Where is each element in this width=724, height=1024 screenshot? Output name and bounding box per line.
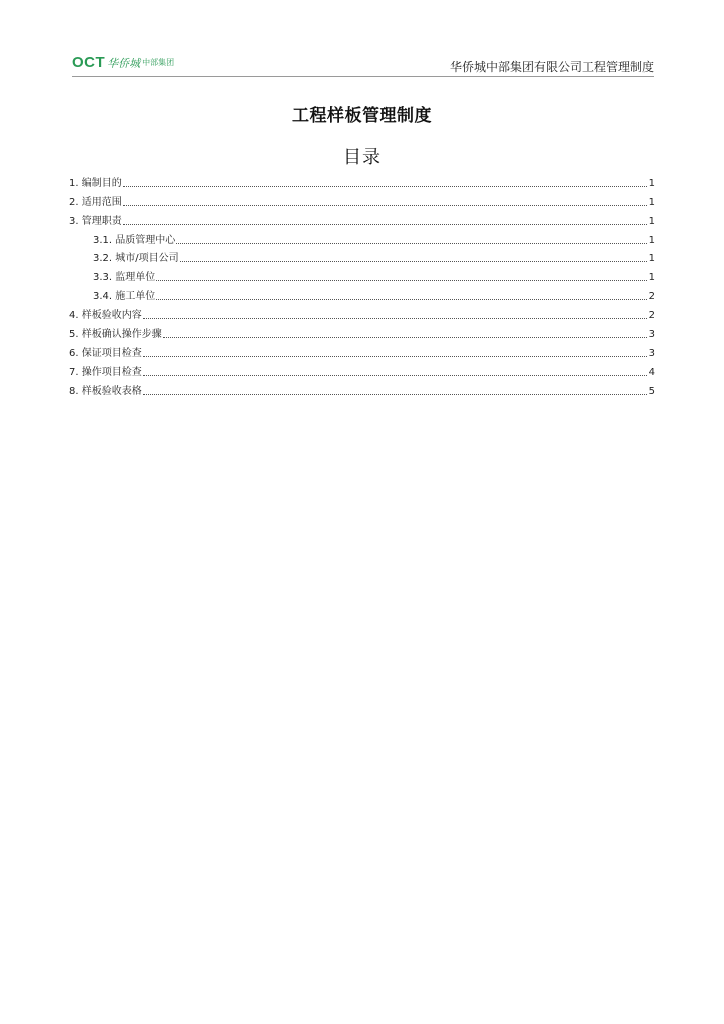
- toc-entry[interactable]: [69, 340, 655, 359]
- toc-entry[interactable]: [69, 227, 655, 246]
- toc-entry[interactable]: [69, 246, 655, 265]
- toc-entry-label: 3.3. 监理单位: [93, 272, 156, 284]
- toc-leader-dots: [143, 308, 647, 319]
- toc-entry[interactable]: [69, 359, 655, 378]
- logo-brand-text: 华侨城: [107, 56, 141, 70]
- toc-entry[interactable]: [69, 283, 655, 302]
- toc-entry-label: 8. 样板验收表格: [69, 385, 142, 397]
- toc-entry[interactable]: [69, 170, 655, 189]
- toc-heading: 目录: [343, 147, 381, 168]
- toc-entry-label: 1. 编制目的: [69, 177, 122, 189]
- toc-entry-label: 5. 样板确认操作步骤: [69, 329, 162, 341]
- toc-entry-page: 3: [648, 347, 655, 359]
- company-logo: [72, 54, 174, 71]
- toc-entry-page: 1: [648, 215, 655, 227]
- document-title: 工程样板管理制度: [292, 106, 432, 126]
- toc-entry-page: 1: [648, 196, 655, 208]
- header-title: 华侨城中部集团有限公司工程管理制度: [449, 60, 654, 74]
- toc-entry-label: 3.1. 品质管理中心: [93, 234, 176, 246]
- toc-leader-dots: [176, 233, 646, 244]
- toc-entry[interactable]: [69, 189, 655, 208]
- toc-leader-dots: [143, 384, 647, 395]
- toc-leader-dots: [180, 251, 647, 262]
- toc-entry[interactable]: [69, 302, 655, 321]
- toc-leader-dots: [156, 270, 646, 281]
- toc-entry-page: 1: [648, 234, 655, 246]
- toc-entry-page: 2: [648, 310, 655, 322]
- toc-entry[interactable]: [69, 264, 655, 283]
- toc-entry-label: 3.2. 城市/项目公司: [93, 253, 179, 265]
- toc-entry[interactable]: [69, 208, 655, 227]
- toc-entry-page: 3: [648, 329, 655, 341]
- page-header: [72, 52, 654, 77]
- toc-entry-page: 2: [648, 291, 655, 303]
- toc-leader-dots: [143, 365, 647, 376]
- toc-entry[interactable]: [69, 321, 655, 340]
- toc-leader-dots: [123, 176, 647, 187]
- toc-leader-dots: [123, 195, 647, 206]
- logo-oct-text: OCT: [72, 54, 106, 71]
- toc-entry-label: 4. 样板验收内容: [69, 310, 142, 322]
- toc-entry-page: 1: [648, 272, 655, 284]
- toc-entry-page: 4: [648, 366, 655, 378]
- toc-entry-page: 1: [648, 177, 655, 189]
- toc-entry-label: 6. 保证项目检查: [69, 347, 142, 359]
- logo-sub-text: 中部集团: [142, 58, 175, 67]
- toc-entry-label: 7. 操作项目检查: [69, 366, 142, 378]
- table-of-contents: [69, 170, 655, 397]
- toc-leader-dots: [163, 327, 647, 338]
- toc-entry-page: 1: [648, 253, 655, 265]
- toc-leader-dots: [123, 214, 647, 225]
- toc-entry-label: 3. 管理职责: [69, 215, 122, 227]
- toc-leader-dots: [143, 346, 647, 357]
- toc-entry-label: 2. 适用范围: [69, 196, 122, 208]
- toc-entry[interactable]: [69, 378, 655, 397]
- toc-leader-dots: [156, 289, 646, 300]
- toc-entry-label: 3.4. 施工单位: [93, 291, 156, 303]
- toc-entry-page: 5: [648, 385, 655, 397]
